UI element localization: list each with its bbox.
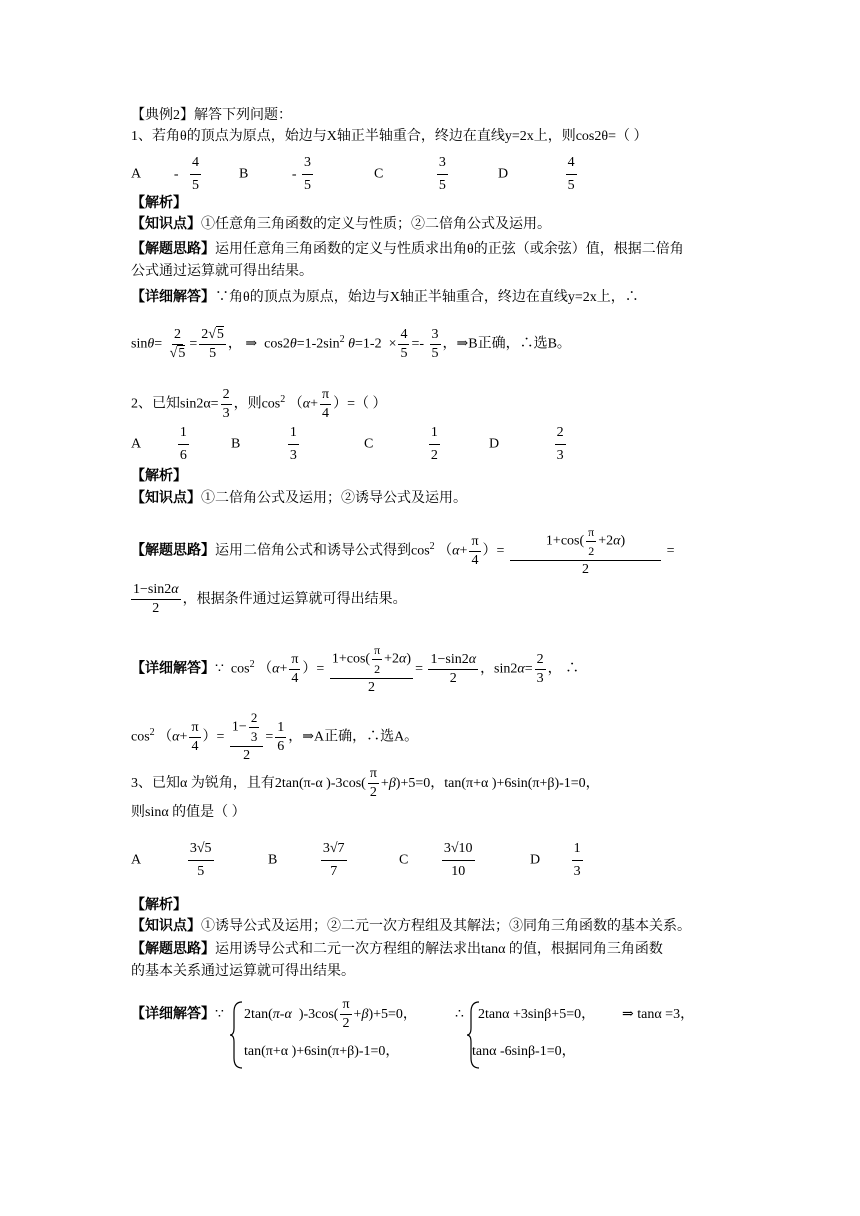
- option-fraction: [321, 838, 347, 883]
- detail-label: 【详细解答】: [131, 661, 215, 677]
- option-fraction: [429, 422, 440, 467]
- idea-label: 【解题思路】: [131, 942, 215, 957]
- idea-text: 运用诱导公式和二元一次方程组的解法求出tanα 的值，根据同角三角函数: [215, 942, 663, 957]
- q3-idea: [131, 940, 663, 960]
- denominator: 5: [438, 178, 446, 193]
- option-letter: C: [374, 166, 384, 182]
- option-letter: B: [239, 166, 249, 182]
- system-eq-tail: )+5=0，: [368, 1007, 417, 1022]
- denominator: 3: [289, 448, 297, 463]
- q3-option-d: [530, 838, 585, 883]
- option-letter: B: [268, 852, 278, 868]
- q3-analysis-heading: 【解析】: [131, 898, 187, 913]
- numerator: 1: [178, 422, 189, 445]
- q2-detail: 【详细解答】∵ $\cos^2 (\alpha+$ $\frac{\pi}{4}$ ）= 1+cos( $\frac{\pi}{2}$ +2α) 2 = $\frac{1-\sin 2\alpha}{2}$ ，sin2α= $\frac{2}{3}$ ， ∴: [131, 643, 580, 696]
- q3-result: ⇒ tanα =3，: [622, 1007, 695, 1022]
- q1-detail: [131, 288, 639, 308]
- denominator: 5: [304, 178, 312, 193]
- denominator: 5: [192, 178, 200, 193]
- q1-formula: sinθ= $\frac{2}{√5}$ = $\frac{2√5}{5}$ ， ⇒ $\cos 2\theta=1-2\sin^2$ θ=1-2 × $\frac{4}{5}$ =- $\frac{3}{5}$ ，⇒B正确，∴选B。: [131, 326, 571, 361]
- numerator: 1: [429, 422, 440, 445]
- numerator: 2: [555, 422, 566, 445]
- q1-stem: 1、若角θ的顶点为原点，始边与X轴正半轴重合，终边在直线y=2x上，则cos2θ=（ ）: [131, 129, 648, 144]
- denominator: 2: [430, 448, 438, 463]
- denominator: 6: [179, 448, 187, 463]
- numerator: 3: [302, 152, 313, 175]
- numerator: 1: [572, 838, 583, 861]
- detail-label: 【详细解答】: [131, 1007, 215, 1022]
- q3-stem-part1: 3、已知α 为锐角，且有2tan(π-α )-3cos(: [131, 776, 366, 791]
- option-fraction: [555, 422, 566, 467]
- knowledge-label: 【知识点】: [131, 919, 201, 934]
- option-letter: D: [498, 166, 509, 182]
- option-fraction: [302, 152, 313, 197]
- q3-option-c: [399, 838, 477, 883]
- numerator: 1: [288, 422, 299, 445]
- q3-detail: 【详细解答】∵: [131, 1007, 224, 1022]
- q2-formula: $\cos^2 (\alpha+$ $\frac{\pi}{4}$ ）= 1− $\frac{2}{3}$ 2 = $\frac{1}{6}$ ，⇒A正确，∴选A。: [131, 710, 419, 764]
- knowledge-label: 【知识点】: [131, 217, 201, 232]
- q3-system1-line1: 2tan(π-α )-3cos( $\frac{\pi}{2}$ +β)+5=0，: [244, 997, 417, 1032]
- idea-label: 【解题思路】: [131, 242, 215, 257]
- knowledge-text: ①任意角三角函数的定义与性质；②二倍角公式及运用。: [201, 217, 551, 232]
- option-letter: D: [530, 852, 541, 868]
- knowledge-label: 【知识点】: [131, 491, 201, 506]
- q3-option-a: [131, 838, 216, 883]
- option-letter: A: [131, 166, 141, 182]
- option-fraction: [437, 152, 448, 197]
- q2-stem-prefix: 2、已知sin2α=: [131, 396, 219, 412]
- q1-idea: [131, 240, 684, 260]
- idea-label: 【解题思路】: [131, 543, 215, 559]
- option-letter: D: [489, 436, 500, 452]
- q1-option-d: [498, 152, 579, 197]
- q2-stem: 2、已知sin2α= $\frac{2}{3}$ ，则$\cos^2 (\alpha+$ $\frac{\pi}{4}$ ）=（ ）: [131, 386, 387, 421]
- denominator: 10: [451, 864, 466, 879]
- q3-option-b: [268, 838, 349, 883]
- example-title: 【典例2】解答下列问题：: [131, 108, 292, 123]
- numerator: 4: [190, 152, 201, 175]
- q2-idea: 【解题思路】运用二倍角公式和诱导公式得到$\cos^2 (\alpha+$ $\frac{\pi}{4}$ ）= 1+cos( $\frac{\pi}{2}$ +2α) 2 =: [131, 525, 675, 578]
- option-letter: C: [364, 436, 374, 452]
- therefore-symbol: ∴: [455, 1007, 464, 1022]
- numerator: 3: [437, 152, 448, 175]
- q1-idea-cont: 公式通过运算就可得出结果。: [131, 264, 313, 279]
- q1-option-a: [131, 152, 203, 197]
- q2-stem-tail: ）=（ ）: [333, 396, 387, 412]
- q1-detail-conclusion: ⇒B正确，∴选B。: [456, 336, 571, 352]
- option-letter: B: [231, 436, 241, 452]
- detail-text: ∵角θ的顶点为原点，始边与X轴正半轴重合，终边在直线y=2x上，∴: [215, 290, 639, 305]
- idea-text: 运用二倍角公式和诱导公式得到cos: [215, 543, 430, 559]
- q2-option-b: [231, 422, 301, 467]
- knowledge-text: ①二倍角公式及运用；②诱导公式及运用。: [201, 491, 467, 506]
- q1-option-b: [239, 152, 315, 197]
- q3-idea-cont: 的基本关系通过运算就可得出结果。: [131, 964, 355, 979]
- q2-stem-mid: ，则cos: [233, 396, 281, 412]
- q2-option-d: [489, 422, 568, 467]
- q1-option-c: [374, 152, 450, 197]
- q2-option-c: [364, 422, 442, 467]
- idea-text: 运用任意角三角函数的定义与性质求出角θ的正弦（或余弦）值，根据二倍角: [215, 242, 684, 257]
- numerator: 4: [566, 152, 577, 175]
- denominator: 7: [330, 864, 338, 879]
- option-letter: A: [131, 436, 141, 452]
- option-letter: A: [131, 852, 141, 868]
- left-brace-icon: [230, 1000, 244, 1070]
- q3-knowledge: [131, 917, 691, 937]
- numerator: 3√10: [442, 838, 475, 861]
- idea-text-cont: ，根据条件通过运算就可得出结果。: [182, 592, 407, 607]
- q3-stem-line2: 则sinα 的值是（ ）: [131, 805, 246, 820]
- option-fraction: [566, 152, 577, 197]
- option-fraction: [188, 838, 214, 883]
- q1-analysis-heading: 【解析】: [131, 196, 187, 211]
- denominator: 5: [567, 178, 575, 193]
- denominator: 5: [197, 864, 205, 879]
- denominator: 3: [556, 448, 564, 463]
- denominator: 3: [573, 864, 581, 879]
- option-letter: C: [399, 852, 409, 868]
- option-fraction: [442, 838, 475, 883]
- numerator: 3√5: [188, 838, 214, 861]
- q2-detail-conclusion: ⇒A正确，∴选A。: [302, 729, 419, 745]
- detail-label: 【详细解答】: [131, 290, 215, 305]
- q3-system2-line1: 2tanα +3sinβ+5=0，: [478, 1007, 596, 1022]
- q1-knowledge: [131, 215, 551, 235]
- q2-idea-cont: $\frac{1-\sin 2\alpha}{2}$ ，根据条件通过运算就可得出结果。: [133, 582, 407, 617]
- option-sign: -: [291, 166, 297, 182]
- option-fraction: [190, 152, 201, 197]
- q3-system1-line2: tan(π+α )+6sin(π+β)-1=0，: [244, 1044, 400, 1059]
- q2-analysis-heading: 【解析】: [131, 469, 187, 484]
- q2-option-a: [131, 422, 191, 467]
- knowledge-text: ①诱导公式及运用；②二元一次方程组及其解法；③同角三角函数的基本关系。: [201, 919, 691, 934]
- option-fraction: [572, 838, 583, 883]
- option-sign: -: [173, 166, 179, 182]
- option-fraction: [178, 422, 189, 467]
- q3-stem: 3、已知α 为锐角，且有2tan(π-α )-3cos( $\frac{\pi}{2}$ +β)+5=0，tan(π+α )+6sin(π+β)-1=0，: [131, 766, 600, 801]
- numerator: 3√7: [321, 838, 347, 861]
- q3-system2-line2: tanα -6sinβ-1=0，: [472, 1044, 576, 1059]
- q3-stem-part2: )+5=0，tan(π+α )+6sin(π+β)-1=0，: [395, 776, 600, 791]
- q2-knowledge: [131, 489, 467, 509]
- option-fraction: [288, 422, 299, 467]
